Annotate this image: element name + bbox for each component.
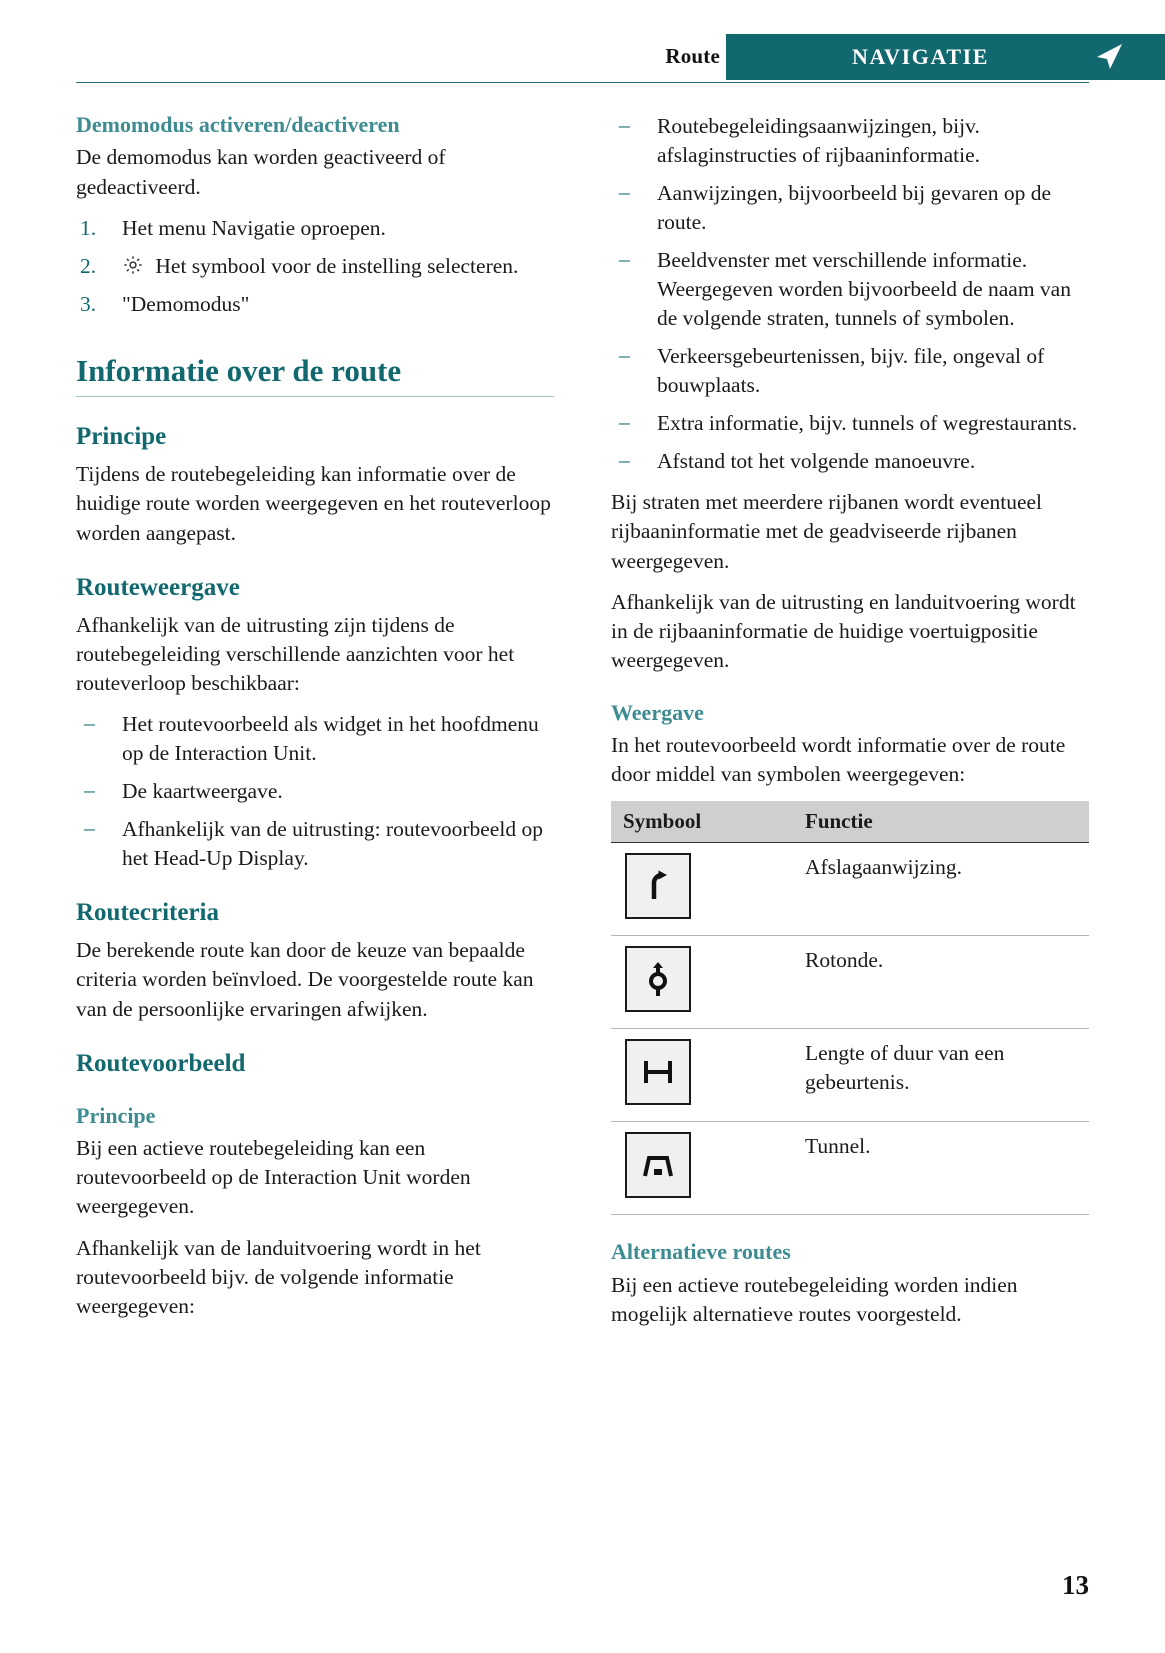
table-row xyxy=(611,1122,1089,1215)
right-para-1: Bij straten met meerdere rijbanen wordt eventueel rijbaaninformatie met de geadviseerde rijbanen weergegeven. xyxy=(611,490,1043,573)
heading-routeweergave: Routeweergave xyxy=(76,573,240,601)
list-item-text: Afstand tot het volgende manoeuvre. xyxy=(657,449,976,474)
principe-text-2: Bij een actieve routebegeleiding kan een routevoorbeeld op de Interaction Unit worden weergegeven. xyxy=(76,1135,471,1219)
routeweergave-list xyxy=(76,710,554,873)
header-band-title: NAVIGATIE xyxy=(852,44,990,69)
list-item xyxy=(76,252,554,281)
heading-principe-2: Principe xyxy=(76,1102,156,1128)
function-cell: Afslagaanwijzing. xyxy=(793,843,1089,936)
list-item-text: Afhankelijk van de uitrusting: routevoorbeeld op het Head-Up Display. xyxy=(122,817,543,871)
heading-principe-1: Principe xyxy=(76,423,167,451)
step-text: Het menu Navigatie oproepen. xyxy=(122,215,386,240)
symbols-table xyxy=(611,801,1089,1214)
heading-routevoorbeeld: Routevoorbeeld xyxy=(76,1049,246,1077)
dash-bullet: – xyxy=(84,711,95,736)
weergave-text: In het routevoorbeeld wordt informatie over de route door middel van symbolen weergegeven: xyxy=(611,732,1066,787)
dash-bullet: – xyxy=(619,247,630,272)
table-header-symbool: Symbool xyxy=(611,801,793,843)
table-row xyxy=(611,843,1089,936)
dash-bullet: – xyxy=(619,113,630,137)
routeweergave-text: Afhankelijk van de uitrusting zijn tijdens de routebegeleiding verschillende aanzichten voor het routeverloop beschikbaar: xyxy=(76,612,515,696)
list-item-text: Aanwijzingen, bijvoorbeeld bij gevaren op de route. xyxy=(657,181,1052,235)
list-item xyxy=(611,342,1089,400)
symbol-cell xyxy=(611,1029,793,1122)
header-divider xyxy=(76,82,1089,83)
table-row xyxy=(611,936,1089,1029)
table-header xyxy=(611,801,1089,843)
symbol-cell xyxy=(611,843,793,936)
function-cell: Lengte of duur van een gebeurtenis. xyxy=(793,1029,1089,1122)
table-bottom-divider xyxy=(611,1214,1089,1215)
demomodus-intro: De demomodus kan worden geactiveerd of gedeactiveerd. xyxy=(76,145,446,199)
right-para-2: Afhankelijk van de uitrusting en landuitvoering wordt in de rijbaaninformatie de huidige voertuigpositie weergegeven. xyxy=(611,589,1076,673)
dash-bullet: – xyxy=(619,448,630,473)
header-band xyxy=(726,34,1165,80)
gear-icon xyxy=(122,254,144,276)
demomodus-steps xyxy=(76,214,554,319)
list-item xyxy=(611,179,1089,237)
left-column xyxy=(76,112,554,1333)
principe-text-1: Tijdens de routebegeleiding kan informatie over de huidige route worden weergegeven en het routeverloop worden aangepast. xyxy=(76,462,551,545)
function-cell: Tunnel. xyxy=(805,1134,871,1159)
heading-informatie-over-de-route: Informatie over de route xyxy=(76,353,554,398)
list-item-text: De kaartweergave. xyxy=(122,779,283,804)
header-section-label: Route xyxy=(665,44,720,68)
step-text: Het symbool voor de instelling selecteren. xyxy=(155,253,519,278)
step-text: "Demomodus" xyxy=(122,291,250,316)
page-header xyxy=(76,34,1165,84)
dash-bullet: – xyxy=(84,778,95,803)
list-item xyxy=(611,409,1089,438)
table-header-row xyxy=(611,801,1089,843)
symbol-cell xyxy=(611,1122,793,1215)
routecriteria-text: De berekende route kan door de keuze van bepaalde criteria worden beïnvloed. De voorgestelde route kan van de persoonlijke ervaringen afwijken. xyxy=(76,938,534,1021)
table-header-functie: Functie xyxy=(793,801,1089,843)
symbol-cell xyxy=(611,936,793,1029)
list-item xyxy=(76,815,554,873)
right-column xyxy=(611,112,1089,1341)
heading-routecriteria: Routecriteria xyxy=(76,899,219,927)
list-item xyxy=(611,246,1089,333)
list-item-text: Extra informatie, bijv. tunnels of wegrestaurants. xyxy=(657,411,1078,436)
roundabout-icon xyxy=(625,946,691,1012)
page-number: 13 xyxy=(1062,1570,1089,1600)
list-item xyxy=(611,447,1089,476)
tunnel-icon xyxy=(625,1132,691,1198)
list-item-text: Verkeersgebeurtenissen, bijv. file, ongeval of bouwplaats. xyxy=(657,344,1045,398)
navigation-arrow-icon xyxy=(1091,40,1125,74)
dash-bullet: – xyxy=(84,816,95,841)
heading-weergave: Weergave xyxy=(611,699,704,725)
length-duration-icon xyxy=(625,1039,691,1105)
list-item xyxy=(611,112,1089,170)
dash-bullet: – xyxy=(619,180,630,205)
table-row xyxy=(611,1029,1089,1122)
function-cell: Rotonde. xyxy=(793,936,1089,1029)
list-item-text: Beeldvenster met verschillende informatie. Weergegeven worden bijvoorbeeld de naam van de volgende straten, tunnels of symbolen. xyxy=(657,248,1071,331)
list-item-text: Het routevoorbeeld als widget in het hoofdmenu op de Interaction Unit. xyxy=(122,712,539,766)
heading-alternatieve-routes: Alternatieve routes xyxy=(611,1239,791,1265)
list-item xyxy=(76,214,554,243)
list-item xyxy=(76,777,554,806)
heading-demomodus: Demomodus activeren/deactiveren xyxy=(76,112,400,137)
list-item xyxy=(76,290,554,319)
turn-arrow-icon xyxy=(625,853,691,919)
alternatieve-text: Bij een actieve routebegeleiding worden indien mogelijk alternatieve routes voorgesteld. xyxy=(611,1272,1018,1326)
step-number: 1. xyxy=(80,215,97,240)
step-number: 3. xyxy=(80,291,97,316)
principe-text-3: Afhankelijk van de landuitvoering wordt in het routevoorbeeld bijv. de volgende informatie weergegeven: xyxy=(76,1235,481,1319)
route-info-list xyxy=(611,112,1089,476)
dash-bullet: – xyxy=(619,410,630,435)
list-item xyxy=(76,710,554,768)
dash-bullet: – xyxy=(619,343,630,368)
step-number: 2. xyxy=(80,253,97,278)
list-item-text: Routebegeleidingsaanwijzingen, bijv. afslaginstructies of rijbaaninformatie. xyxy=(657,114,980,168)
table-body xyxy=(611,843,1089,1215)
